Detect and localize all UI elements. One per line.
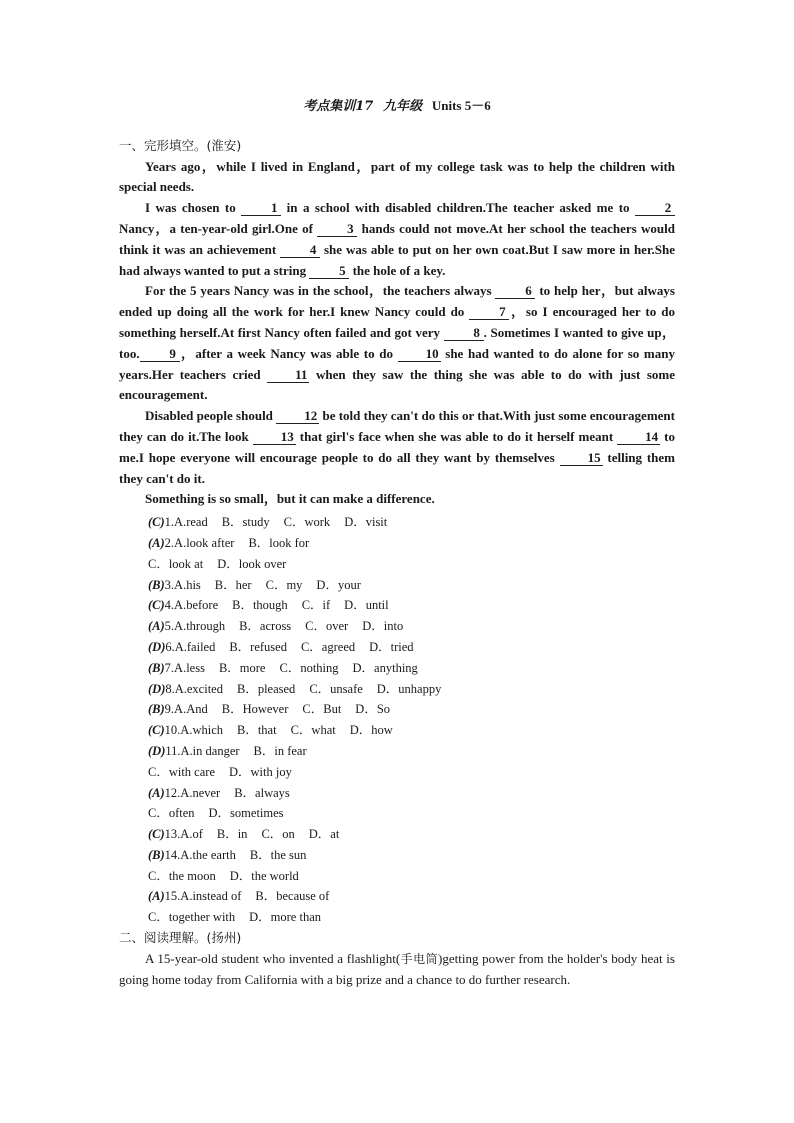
option-line: [119, 824, 675, 845]
option-choice[interactable]: 13.A.of: [164, 827, 203, 842]
option-choice[interactable]: B．pleased: [236, 681, 296, 696]
text: she was able to put on her own coat.But I saw more in her.She had always wanted to put a string: [119, 241, 675, 278]
blank-12[interactable]: 12: [276, 409, 319, 424]
option-choice[interactable]: D．until: [344, 598, 389, 613]
cloze-paragraph-2: [119, 198, 675, 281]
page-title: [119, 96, 675, 118]
title-units: Units 5－6: [431, 98, 491, 113]
option-choice[interactable]: D．tried: [369, 639, 414, 654]
option-choice[interactable]: B．However: [221, 702, 289, 717]
cloze-paragraph-3: [119, 281, 675, 406]
answer-key: (C): [148, 515, 165, 530]
option-choice[interactable]: D．unhappy: [376, 681, 442, 696]
option-choice[interactable]: 11.A.in danger: [165, 743, 240, 758]
answer-key: (A): [148, 619, 165, 634]
blank-8[interactable]: 8: [444, 326, 484, 341]
option-line: [119, 616, 675, 637]
option-choice[interactable]: C．nothing: [279, 660, 339, 675]
blank-11[interactable]: 11: [267, 368, 309, 383]
blank-14[interactable]: 14: [617, 430, 660, 445]
option-choice[interactable]: B．the sun: [249, 847, 307, 862]
text: )getting power from the holder's body heat is going home today from California with a big prize and a chance to do further research.: [119, 950, 675, 987]
option-choice[interactable]: B．look for: [248, 535, 310, 550]
option-choice[interactable]: D．more than: [249, 910, 321, 925]
blank-9[interactable]: 9: [140, 347, 180, 362]
option-line: [119, 699, 675, 720]
option-line: [119, 658, 675, 679]
option-choice[interactable]: C．often: [148, 806, 195, 821]
answer-key: (C): [148, 598, 165, 613]
option-choice[interactable]: D．look over: [217, 556, 287, 571]
answer-key: (B): [148, 577, 165, 592]
cloze-paragraph-4: [119, 406, 675, 489]
option-choice[interactable]: 10.A.which: [164, 723, 223, 738]
option-choice[interactable]: B．in fear: [253, 743, 307, 758]
answer-key: (D): [148, 743, 166, 758]
cloze-paragraph-5: Something is so small，but it can make a difference.: [145, 491, 435, 507]
blank-13[interactable]: 13: [253, 430, 296, 445]
blank-6[interactable]: 6: [495, 284, 535, 299]
text: I was chosen to: [145, 200, 242, 216]
answer-key: (C): [148, 723, 165, 738]
option-choice[interactable]: D．how: [349, 723, 393, 738]
option-choice[interactable]: B．though: [232, 598, 288, 613]
text: . Sometimes I wanted to give up，too.: [119, 324, 676, 361]
section-cloze-heading: 一、完形填空。(淮安): [119, 137, 242, 153]
option-choice[interactable]: 1.A.read: [164, 515, 208, 530]
text: Nancy，a ten-year-old girl.One of: [119, 220, 318, 236]
text: that girl's face when she was able to do it herself meant: [295, 428, 618, 444]
option-choice[interactable]: C．my: [265, 577, 303, 592]
option-line: [119, 762, 675, 783]
option-choice[interactable]: 6.A.failed: [165, 639, 216, 654]
blank-3[interactable]: 3: [317, 222, 357, 237]
answer-key: (A): [148, 889, 165, 904]
option-choice[interactable]: 5.A.through: [164, 619, 226, 634]
blank-15[interactable]: 15: [560, 451, 603, 466]
option-choice[interactable]: C．look at: [148, 556, 204, 571]
option-choice[interactable]: D．So: [355, 702, 391, 717]
reading-paragraph-1: [119, 949, 675, 991]
section-reading-heading: 二、阅读理解。(扬州): [119, 930, 242, 946]
cloze-paragraph-1: Years ago，while I lived in England，part of my college task was to help the children with special needs.: [119, 158, 675, 195]
text: Disabled people should: [145, 408, 277, 424]
option-choice[interactable]: 8.A.excited: [165, 681, 223, 696]
option-choice[interactable]: D．sometimes: [208, 806, 284, 821]
option-choice[interactable]: C．agreed: [300, 639, 356, 654]
option-choice[interactable]: D．anything: [352, 660, 418, 675]
option-choice[interactable]: C．what: [290, 723, 336, 738]
option-choice[interactable]: 3.A.his: [164, 577, 201, 592]
option-choice[interactable]: 12.A.never: [164, 785, 221, 800]
option-line: [119, 907, 675, 928]
option-choice[interactable]: 4.A.before: [164, 598, 219, 613]
blank-10[interactable]: 10: [398, 347, 441, 362]
option-choice[interactable]: C．on: [261, 827, 295, 842]
title-prefix: 考点集训17: [303, 99, 374, 114]
option-choice[interactable]: D．visit: [344, 515, 388, 530]
option-choice[interactable]: B．her: [214, 577, 252, 592]
option-choice[interactable]: C．But: [302, 702, 342, 717]
chinese-gloss: 手电筒: [400, 951, 439, 966]
option-choice[interactable]: C．the moon: [148, 868, 216, 883]
option-choice[interactable]: C．over: [305, 619, 349, 634]
answer-key: (C): [148, 827, 165, 842]
blank-5[interactable]: 5: [309, 264, 349, 279]
answer-key: (B): [148, 702, 165, 717]
option-line: [119, 720, 675, 741]
option-line: [119, 741, 675, 762]
option-choice[interactable]: B．that: [237, 723, 277, 738]
blank-4[interactable]: 4: [280, 243, 320, 258]
option-line: [119, 783, 675, 804]
answer-key: (B): [148, 660, 165, 675]
text: the hole of a key.: [349, 262, 446, 278]
text: ，after a week Nancy was able to do: [179, 345, 398, 361]
option-choice[interactable]: 14.A.the earth: [164, 847, 236, 862]
option-choice[interactable]: B．because of: [255, 889, 330, 904]
option-choice[interactable]: 7.A.less: [164, 660, 205, 675]
text: telling them they can't do it.: [119, 449, 676, 486]
text: she had wanted to do alone for so many years.Her teachers cried: [119, 345, 675, 382]
blank-1[interactable]: 1: [241, 201, 281, 216]
option-choice[interactable]: C．unsafe: [309, 681, 363, 696]
option-choice[interactable]: D．at: [308, 827, 340, 842]
option-line: [119, 533, 675, 554]
option-choice[interactable]: C．with care: [148, 764, 215, 779]
text: ，so I encouraged her to do something herself.At first Nancy often failed and got very: [119, 304, 676, 340]
answer-key: (D): [148, 681, 166, 696]
option-choice[interactable]: B．study: [221, 515, 270, 530]
option-choice[interactable]: C．work: [283, 515, 331, 530]
text: hands could not move.At her school the teachers would think it was an achievement: [119, 220, 675, 257]
option-choice[interactable]: 2.A.look after: [164, 535, 235, 550]
option-line: [119, 595, 675, 616]
option-choice[interactable]: C．together with: [148, 910, 236, 925]
option-line: [119, 575, 675, 596]
option-choice[interactable]: D．the world: [229, 868, 299, 883]
option-choice[interactable]: B．across: [239, 619, 292, 634]
answer-key: (A): [148, 785, 165, 800]
blank-2[interactable]: 2: [635, 201, 675, 216]
option-line: [119, 554, 675, 575]
option-line: [119, 803, 675, 824]
option-choice[interactable]: C．if: [301, 598, 331, 613]
option-choice[interactable]: B．in: [216, 827, 248, 842]
option-choice[interactable]: B．always: [234, 785, 290, 800]
option-choice[interactable]: 15.A.instead of: [164, 889, 242, 904]
answer-key: (B): [148, 847, 165, 862]
text: to me.I hope everyone will encourage people to do all they want by themselves: [119, 428, 676, 465]
answer-key: (A): [148, 535, 165, 550]
option-choice[interactable]: B．refused: [229, 639, 287, 654]
text: to help her，but always ended up doing all the work for her.I knew Nancy could do: [119, 283, 675, 320]
answer-options-list: [119, 512, 675, 928]
option-choice[interactable]: B．more: [218, 660, 266, 675]
option-line: [119, 845, 675, 866]
option-line: [119, 637, 675, 658]
option-line: [119, 679, 675, 700]
option-choice[interactable]: 9.A.And: [164, 702, 208, 717]
option-choice[interactable]: D．with joy: [229, 764, 292, 779]
text: be told they can't do this or that.With just some encouragement they can do it.The look: [119, 408, 675, 444]
worksheet-page: [119, 96, 675, 990]
option-choice[interactable]: D．into: [362, 619, 404, 634]
text: when they saw the thing she was able to do with just some encouragement.: [119, 366, 675, 403]
blank-7[interactable]: 7: [469, 305, 509, 320]
text: A 15-year-old student who invented a flashlight(: [145, 950, 401, 966]
option-choice[interactable]: D．your: [316, 577, 361, 592]
option-line: [119, 886, 675, 907]
option-line: [119, 866, 675, 887]
text: For the 5 years Nancy was in the school，the teachers always: [145, 283, 496, 299]
answer-key: (D): [148, 639, 166, 654]
option-line: [119, 512, 675, 533]
title-grade: 九年级: [383, 99, 423, 114]
text: in a school with disabled children.The teacher asked me to: [281, 200, 635, 216]
